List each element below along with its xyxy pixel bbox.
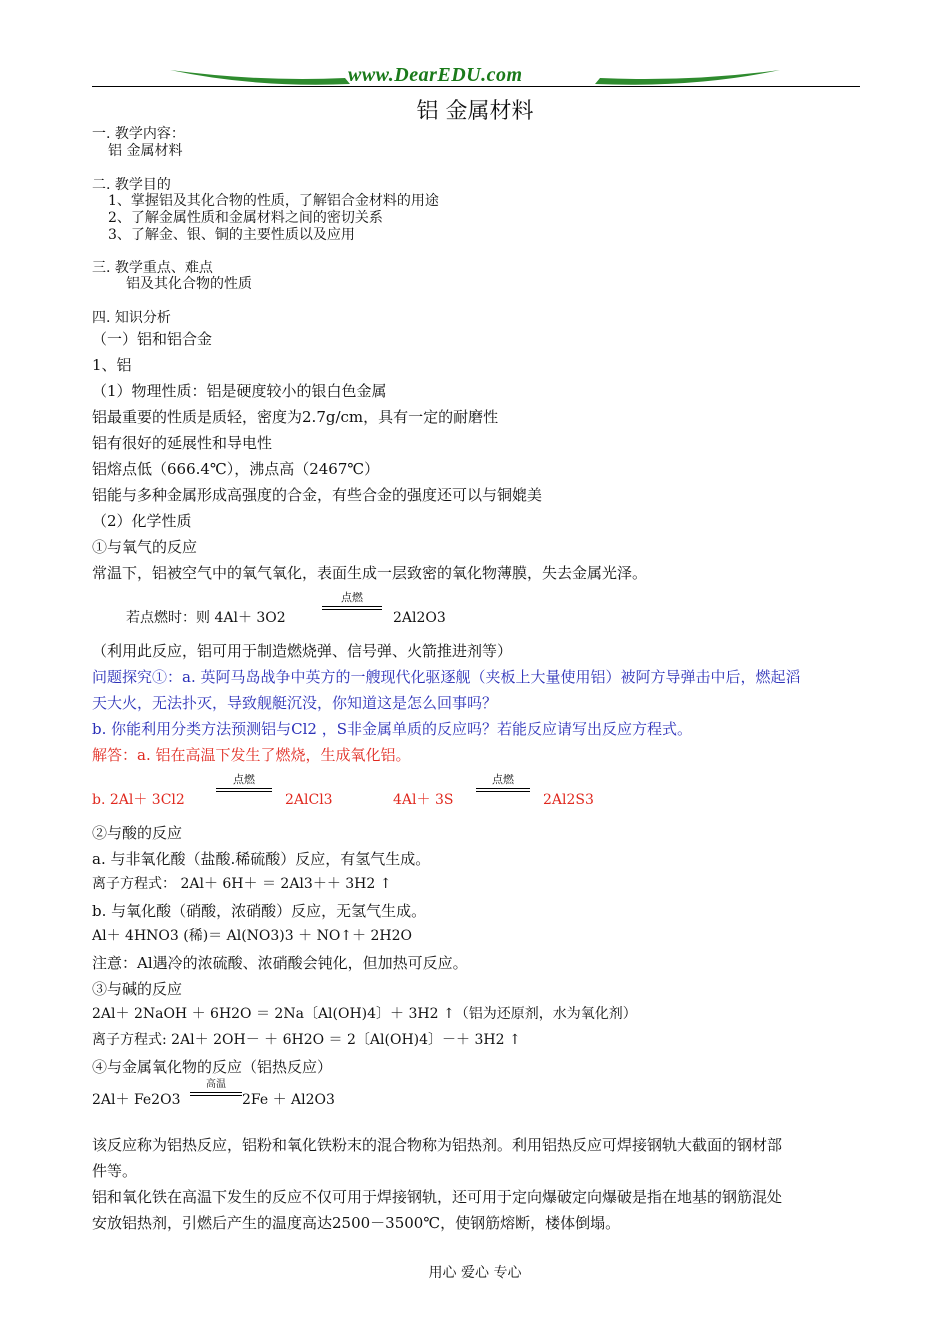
paragraph: （2）化学性质 [92, 512, 192, 530]
section-1-body: 铝 金属材料 [108, 143, 183, 159]
paragraph: ③与碱的反应 [92, 980, 183, 998]
answer-text: 解答：a. 铝在高温下发生了燃烧，生成氧化铝。 [92, 746, 411, 764]
paragraph: 铝和氧化铁在高温下发生的反应不仅可用于焊接钢轨，还可用于定向爆破定向爆破是指在地基的钢筋混处 [92, 1188, 783, 1206]
question-text: 天大火，无法扑灭，导致舰艇沉没，你知道这是怎么回事吗？ [92, 694, 498, 712]
question-text: 问题探究①：a. 英阿马岛战争中英方的一艘现代化驱逐舰（夹板上大量使用铝）被阿方导弹击中后，燃起滔 [92, 668, 801, 686]
paragraph: 铝熔点低（666.4℃），沸点高（2467℃） [92, 460, 380, 478]
paragraph: 该反应称为铝热反应，铝粉和氧化铁粉末的混合物称为铝热剂。利用铝热反应可焊接钢轨大截面的钢材部 [92, 1136, 783, 1154]
paragraph: ①与氧气的反应 [92, 538, 198, 556]
equation-left: 2Al＋ Fe2O3 [92, 1092, 181, 1108]
paragraph: 常温下，铝被空气中的氧气氧化，表面生成一层致密的氧化物薄膜，失去金属光泽。 [92, 564, 648, 582]
paragraph: 铝最重要的性质是质轻，密度为2.7g/cm，具有一定的耐磨性 [92, 408, 499, 426]
double-arrow-line [216, 788, 272, 792]
answer-equation-right: 2AlCl3 [285, 792, 333, 808]
condition-label: 点燃 [233, 773, 255, 786]
paragraph: 1、铝 [92, 356, 132, 374]
paragraph: 注意：Al遇冷的浓硫酸、浓硝酸会钝化，但加热可反应。 [92, 954, 468, 972]
reaction-condition [322, 592, 382, 610]
subsection-heading: （一）铝和铝合金 [92, 330, 213, 348]
reaction-condition [476, 774, 530, 792]
double-arrow-line [476, 788, 530, 792]
equation-right: 2Al2O3 [393, 610, 446, 626]
paragraph: ④与金属氧化物的反应（铝热反应） [92, 1058, 333, 1076]
question-text: b. 你能利用分类方法预测铝与Cl2 ，S非金属单质的反应吗？若能反应请写出反应方程式。 [92, 720, 693, 738]
section-2-item: 3、了解金、银、铜的主要性质以及应用 [108, 227, 355, 243]
condition-label: 点燃 [492, 773, 514, 786]
answer-equation-left: b. 2Al＋ 3Cl2 [92, 792, 185, 808]
equation-left: 若点燃时：则 4Al＋ 3O2 [126, 610, 286, 626]
header-logo-text: www.DearEDU.com [348, 64, 523, 86]
paragraph: 铝能与多种金属形成高强度的合金，有些合金的强度还可以与铜媲美 [92, 486, 543, 504]
equation-right: 2Fe ＋ Al2O3 [242, 1092, 335, 1108]
section-3-heading: 三. 教学重点、难点 [92, 260, 213, 276]
double-arrow-line [322, 606, 382, 610]
paragraph: 件等。 [92, 1162, 138, 1180]
equation: Al＋ 4HNO3 (稀)＝ Al(NO3)3 ＋ NO↑＋ 2H2O [92, 928, 412, 944]
paragraph: 铝有很好的延展性和导电性 [92, 434, 273, 452]
paragraph: 安放铝热剂，引燃后产生的温度高达2500－3500℃，使钢筋熔断，楼体倒塌。 [92, 1214, 621, 1232]
equation: 离子方程式： 2Al＋ 6H＋ ＝ 2Al3＋＋ 3H2 ↑ [92, 876, 392, 892]
paragraph: a. 与非氧化酸（盐酸.稀硫酸）反应，有氢气生成。 [92, 850, 431, 868]
answer-equation-right: 2Al2S3 [543, 792, 594, 808]
section-2-item: 1、掌握铝及其化合物的性质，了解铝合金材料的用途 [108, 193, 439, 209]
equation: 离子方程式: 2Al＋ 2OH－ ＋ 6H2O ＝ 2〔Al(OH)4〕－＋ 3H2 ↑ [92, 1032, 521, 1048]
equation: 2Al＋ 2NaOH ＋ 6H2O ＝ 2Na〔Al(OH)4〕＋ 3H2 ↑（铝为还原剂，水为氧化剂） [92, 1006, 637, 1022]
condition-label: 点燃 [341, 591, 363, 604]
double-arrow-line [190, 1092, 242, 1096]
section-4-heading: 四. 知识分析 [92, 310, 171, 326]
reaction-condition [216, 774, 272, 792]
section-2-heading: 二. 教学目的 [92, 177, 171, 193]
page-footer: 用心 爱心 专心 [428, 1265, 522, 1281]
condition-label: 高温 [206, 1079, 226, 1090]
paragraph: （利用此反应，铝可用于制造燃烧弹、信号弹、火箭推进剂等） [92, 642, 513, 660]
page-title: 铝 金属材料 [416, 99, 534, 124]
paragraph: b. 与氧化酸（硝酸，浓硝酸）反应，无氢气生成。 [92, 902, 427, 920]
header-rule [92, 86, 860, 87]
section-1-heading: 一. 教学内容： [92, 126, 185, 142]
reaction-condition [190, 1080, 242, 1096]
section-3-body: 铝及其化合物的性质 [126, 276, 252, 292]
paragraph: ②与酸的反应 [92, 824, 183, 842]
answer-equation-left: 4Al＋ 3S [393, 792, 454, 808]
paragraph: （1）物理性质：铝是硬度较小的银白色金属 [92, 382, 387, 400]
section-2-item: 2、了解金属性质和金属材料之间的密切关系 [108, 210, 383, 226]
